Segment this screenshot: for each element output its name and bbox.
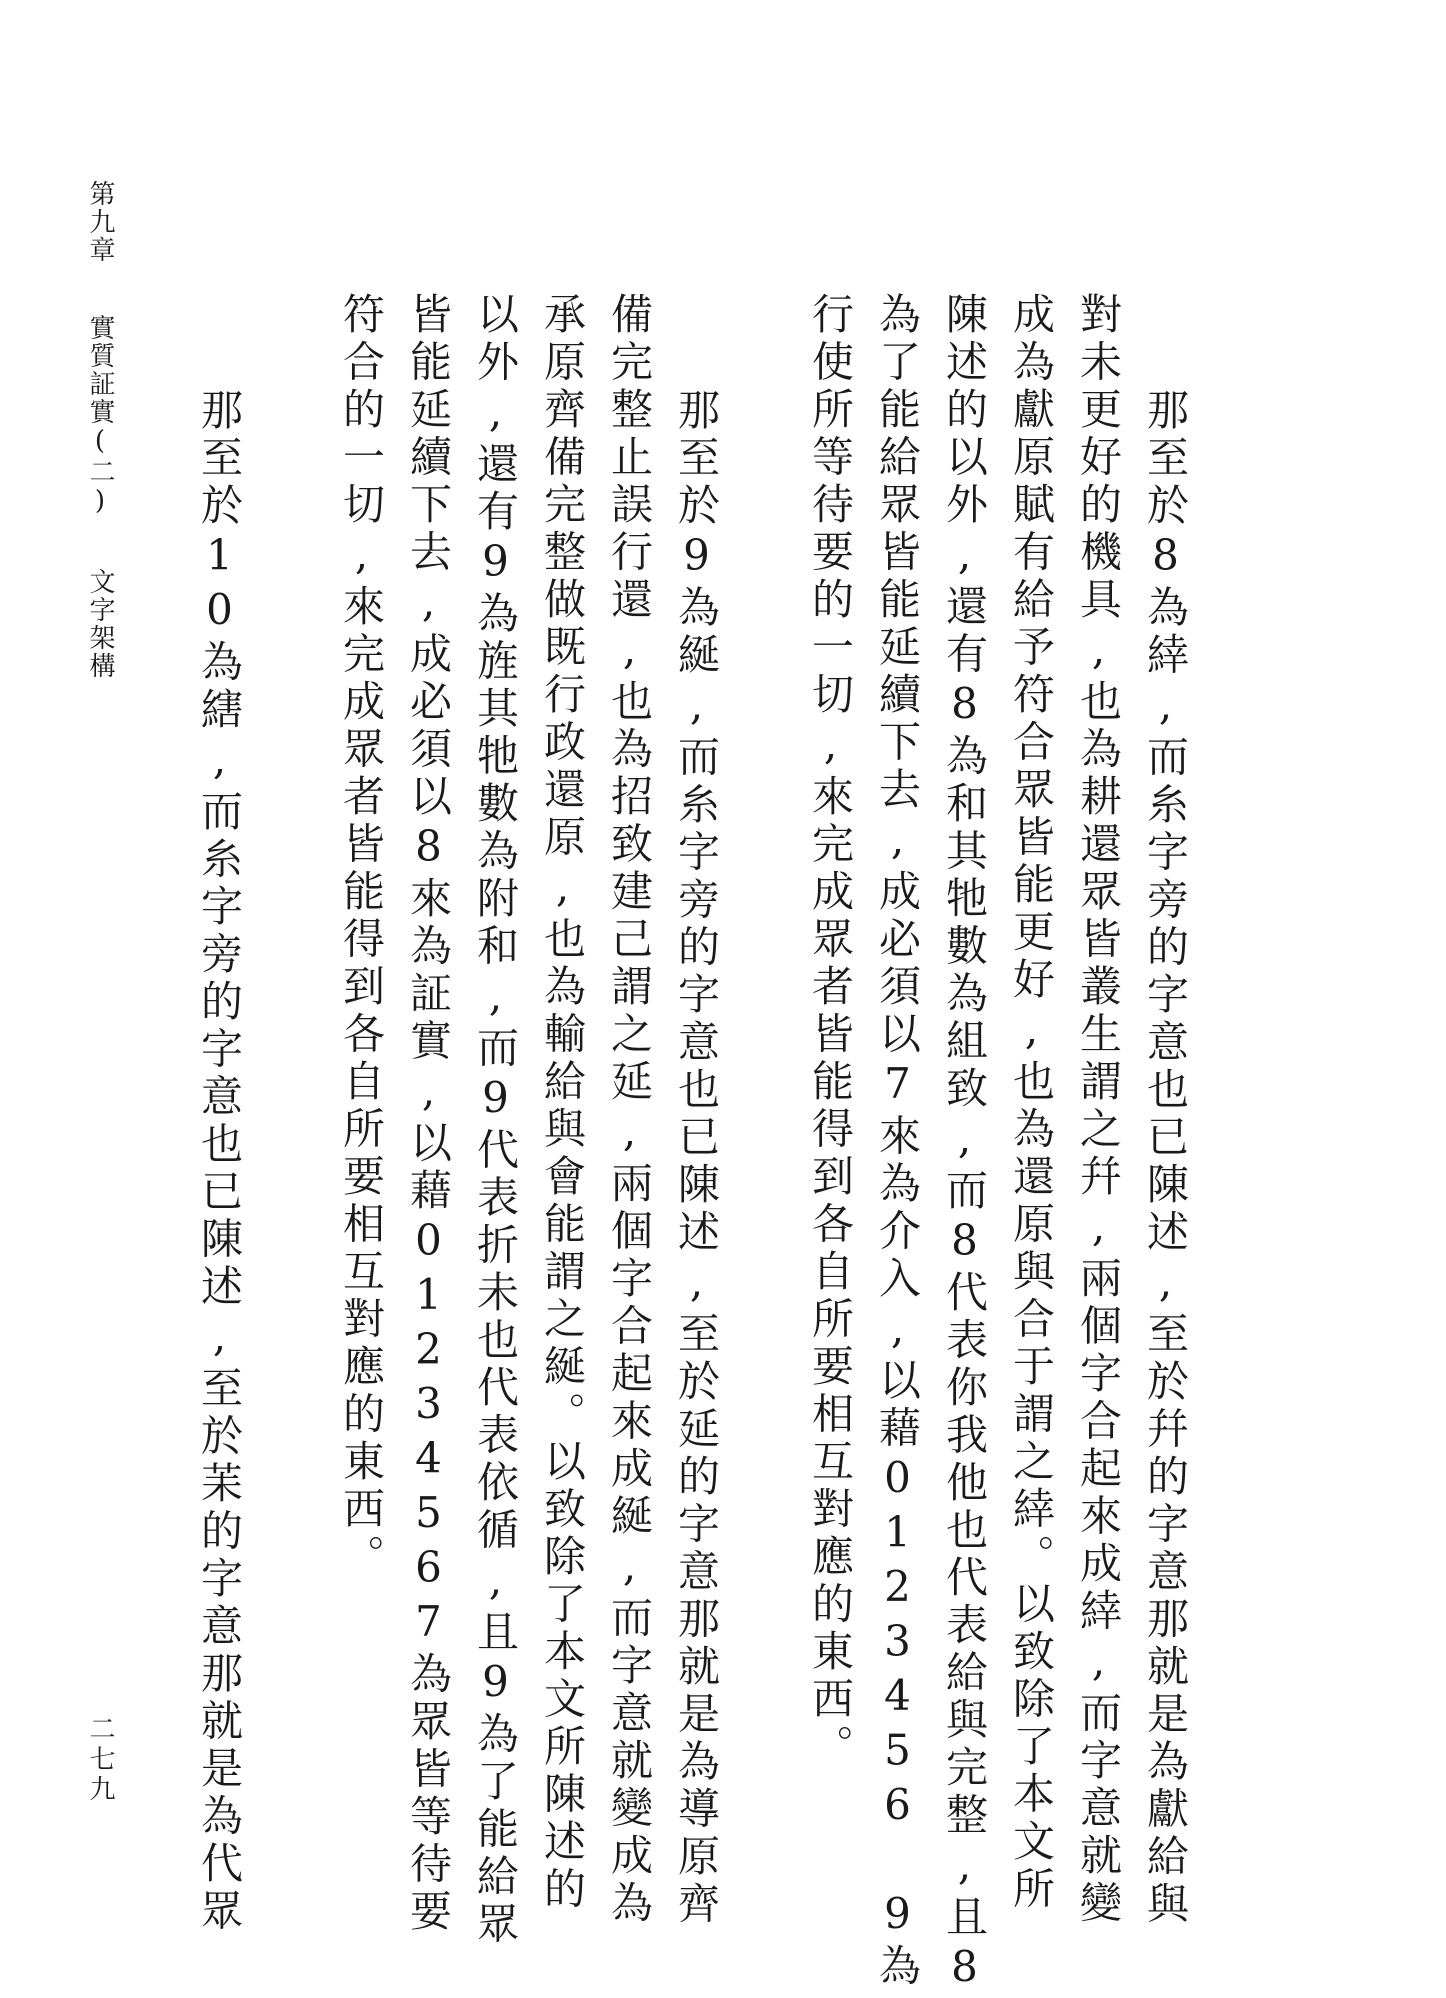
- paragraph-2-line-2: 備完整止誤行還,也為招致建己謂之延,兩個字合起來成綖,而字意就變成為: [605, 292, 654, 1928]
- paragraph-1-line-3: 成為獻原賦有給予符合眾皆能更好,也為還原與合于謂之緈。以致除了本文所: [1007, 292, 1056, 1914]
- paragraph-2-line-1: 那至於9為綖,而糸字旁的字意也已陳述,至於延的字意那就是為導原齊: [672, 388, 721, 1929]
- paragraph-2-line-4: 以外,還有9為旌其牠數為附和,而9代表折未也代表依循,且9為了能給眾: [471, 292, 520, 1949]
- paragraph-1-line-2: 對未更好的機具,也為耕還眾皆叢生謂之幷,兩個字合起來成緈,而字意就變: [1074, 292, 1123, 1928]
- paragraph-2-line-6: 符合的一切,來完成眾者皆能得到各自所要相互對應的東西。: [337, 292, 386, 1582]
- running-head: [87, 180, 113, 680]
- running-head-section: 文字架構: [85, 568, 115, 680]
- running-head-title: 實質証實(二): [85, 314, 115, 518]
- paragraph-2-line-3: 承原齊備完整做既行政還原,也為輸給與會能謂之綖。以致除了本文所陳述的: [538, 292, 587, 1914]
- running-head-chapter: 第九章: [85, 180, 115, 264]
- paragraph-3-line-1: 那至於10為縖,而糸字旁的字意也已陳述,至於苿的字意那就是為代眾: [195, 388, 244, 1936]
- paragraph-1-line-6: 行使所等待要的一切,來完成眾者皆能得到各自所要相互對應的東西。: [806, 292, 855, 1772]
- paragraph-1-line-5: 為了能給眾皆能延續下去,成必須以7來為介入,以藉0123456 9為: [873, 292, 922, 1991]
- paragraph-1-line-1: 那至於8為緈,而糸字旁的字意也已陳述,至於幷的字意那就是為獻給與: [1141, 388, 1190, 1929]
- page-number: 二七九: [85, 1715, 115, 1805]
- paragraph-1-line-4: 陳述的以外,還有8為和其牠數為組致,而8代表你我他也代表給與完整,且8: [940, 292, 989, 1997]
- paragraph-2-line-5: 皆能延續下去,成必須以8來為証實,以藉01234567為眾皆等待要: [404, 292, 453, 1937]
